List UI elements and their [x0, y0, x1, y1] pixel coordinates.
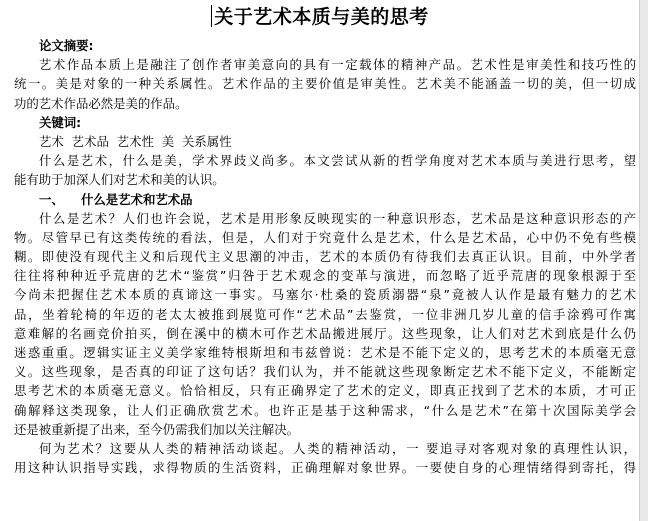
para1-line-9: 义。这些现象，是否真的印证了这句话？我们认为，并不能就这些现象断定艺术不能下定义，不能断定	[14, 364, 636, 380]
abstract-line-1: 艺术作品本质上是融注了创作者审美意向的具有一定载体的精神产品。艺术性是审美性和技巧性的	[39, 57, 636, 73]
para1-line-10: 思考艺术的本质毫无意义。恰恰相反，只有正确界定了艺术的定义，即真正找到了艺术的本质，才可正	[14, 383, 636, 399]
section-number: 一、	[39, 191, 64, 207]
abstract-line-2: 统一。美是对象的一种关系属性。艺术作品的主要价值是审美性。艺术美不能涵盖一切的美，但一切成	[14, 76, 636, 92]
para1-line-4: 往往将种种近乎荒唐的艺术“鉴赏”归咎于艺术观念的变革与演进，而忽略了近乎荒唐的现象根源于至	[14, 268, 636, 284]
para2-line-1: 何为艺术？这要从人类的精神活动谈起。人类的精神活动，一 要追寻对客观对象的真理性认识，	[39, 440, 636, 456]
page-title[interactable]: 关于艺术本质与美的思考	[214, 6, 429, 28]
document-body[interactable]	[14, 36, 636, 477]
keywords-label: 关键词:	[39, 114, 82, 130]
keywords-text: 艺术 艺术品 艺术性 美 关系属性	[39, 133, 232, 149]
para1-line-11: 确解释这类现象，让人们正确欣赏艺术。也许正是基于这种需求，“什么是艺术”在第十次国际美学会	[14, 402, 636, 418]
intro-line-2: 能有助于加深人们对艺术和美的认识。	[14, 172, 225, 188]
section-heading	[14, 190, 636, 209]
intro-line-1: 什么是艺术，什么是美，学术界歧义尚多。本文尝试从新的哲学角度对艺术本质与美进行思考，望	[39, 153, 636, 169]
para1-line-8: 迷惑重重。逻辑实证主义美学家维特根斯坦和韦兹曾说：艺术是不能下定义的，思考艺术的本质毫无意	[14, 345, 636, 360]
text-cursor	[211, 5, 212, 27]
title-row	[0, 4, 640, 30]
para1-line-12: 还是被重新提了出来，至今仍需我们加以关注解决。	[14, 421, 299, 437]
para1-line-7: 意难解的名画竞价拍买，倒在溪中的横木可作艺术品搬进展厅。这些现象，让人们对艺术到底是什么仍	[14, 325, 636, 341]
para1-line-1: 什么是艺术？人们也许会说，艺术是用形象反映现实的一种意识形态，艺术品是这种意识形态的产	[39, 210, 636, 226]
abstract-line-3: 功的艺术作品必然是美的作品。	[14, 95, 188, 111]
para1-line-5: 今尚未把握住艺术本质的真谛这一事实。马塞尔·杜桑的瓷质溺器“泉”竟被人认作是最有魅力的艺术	[14, 287, 636, 303]
para1-line-3: 糊。即使没有现代主义和后现代主义思潮的冲击，艺术的本质仍有待我们去真正认识。目前，中外学者	[14, 249, 636, 265]
para1-line-6: 品，坐着轮椅的年迈的老太太被推到展览可作“艺术品”去鉴赏，一位非洲几岁儿童的信手涂鸦可作寓	[14, 306, 636, 322]
window-edge	[639, 0, 648, 521]
section-title: 什么是艺术和艺术品	[81, 191, 193, 207]
para1-line-2: 物。尽管早已有这类传统的看法，但是，人们对于究竟什么是艺术，什么是艺术品，心中仍不免有些模	[14, 229, 636, 245]
para2-line-2: 用这种认识指导实践，求得物质的生活资料，正确理解对象世界。一要使自身的心理情绪得到寄托，得	[14, 460, 636, 476]
abstract-label: 论文摘要:	[39, 38, 94, 53]
